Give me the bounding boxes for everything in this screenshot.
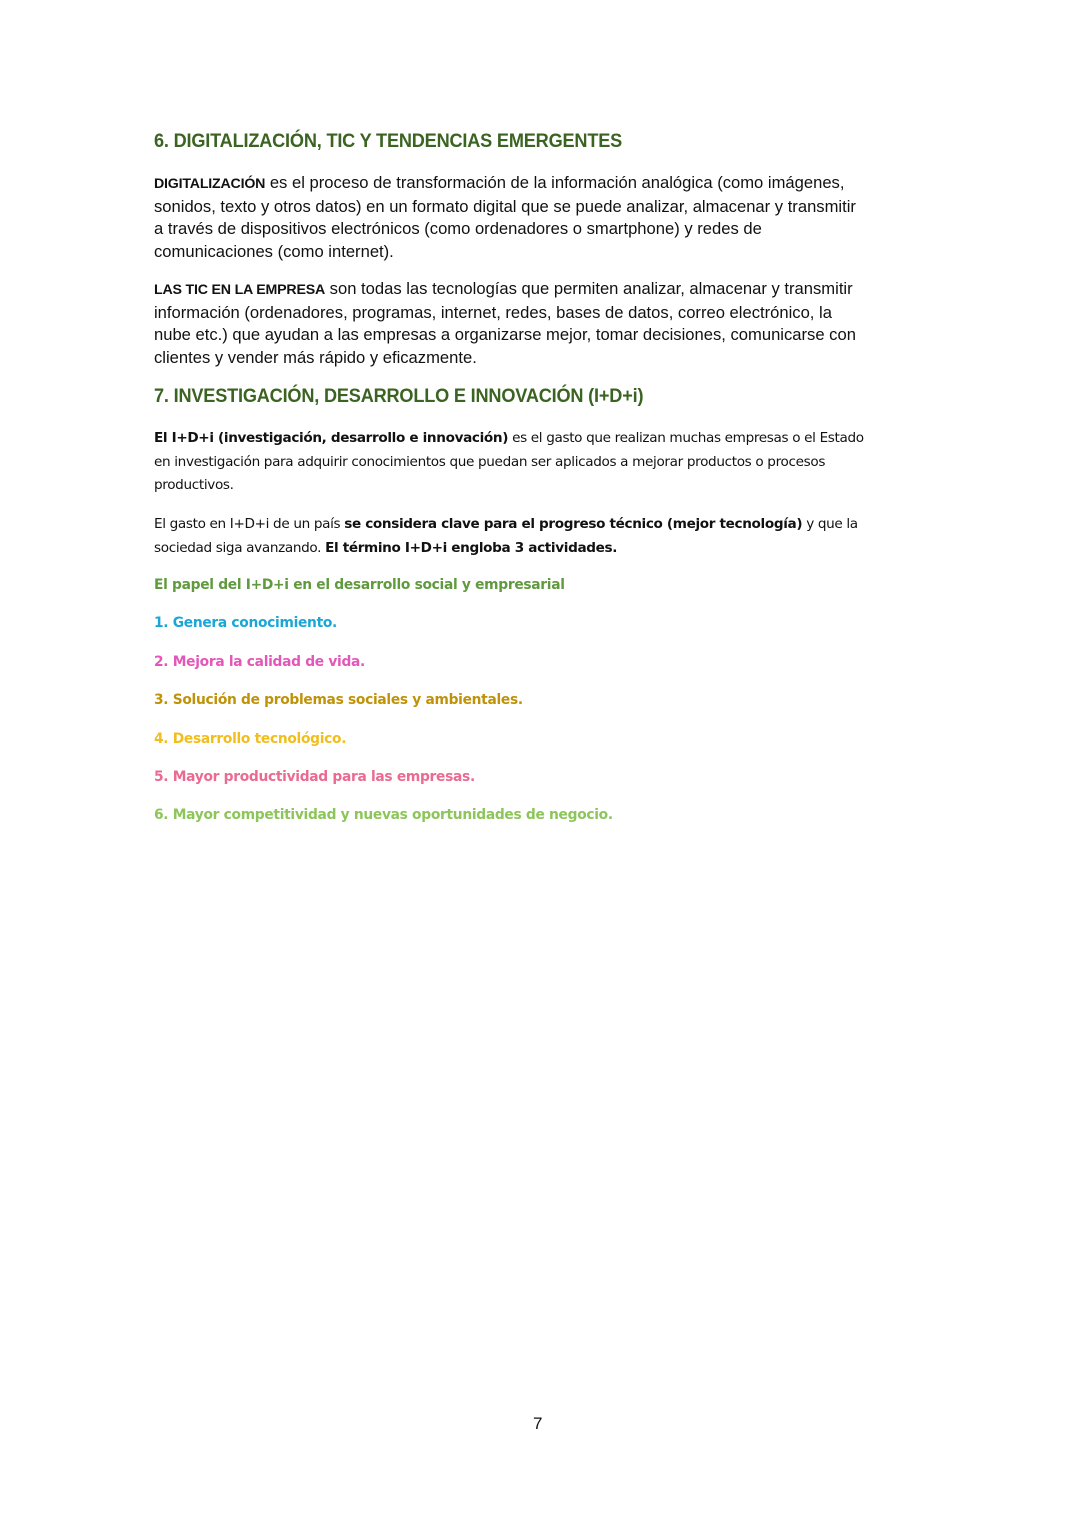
emphasis-actividades: El término I+D+i engloba 3 actividades. (325, 539, 618, 556)
list-item: 1. Genera conocimiento. (154, 615, 337, 631)
page-number: 7 (533, 1414, 543, 1433)
paragraph-line: información (ordenadores, programas, internet, redes, bases de datos, correo electrónico, la (154, 302, 832, 322)
digitalizacion-paragraph (154, 172, 934, 263)
idi-definition-paragraph (154, 427, 934, 498)
paragraph-line: comunicaciones (como internet). (154, 241, 394, 261)
paragraph-line: LAS TIC EN LA EMPRESA son todas las tecnologías que permiten analizar, almacenar y transmitir (154, 279, 853, 298)
term-idi: El I+D+i (investigación, desarrollo e innovación) (154, 430, 509, 446)
section-6-heading: 6. DIGITALIZACIÓN, TIC Y TENDENCIAS EMERGENTES (154, 130, 623, 152)
paragraph-line: nube etc.) que ayudan a las empresas a organizarse mejor, tomar decisiones, comunicarse con (154, 325, 856, 345)
list-item: 4. Desarrollo tecnológico. (154, 731, 347, 747)
list-item: 2. Mejora la calidad de vida. (154, 654, 365, 670)
paragraph-line: clientes y vender más rápido y eficazmente. (154, 347, 477, 367)
paragraph-line: sonidos, texto y otros datos) en un formato digital que se puede analizar, almacenar y transmitir (154, 196, 856, 216)
paragraph-line: a través de dispositivos electrónicos (como ordenadores o smartphone) y redes de (154, 219, 762, 239)
tic-paragraph (154, 278, 934, 369)
term-digitalizacion: DIGITALIZACIÓN (154, 176, 266, 192)
paragraph-line: productivos. (154, 477, 234, 494)
paragraph-line: DIGITALIZACIÓN es el proceso de transformación de la información analógica (como imágenes, (154, 173, 845, 192)
list-item: 5. Mayor productividad para las empresas. (154, 769, 475, 785)
idi-spending-paragraph (154, 513, 934, 560)
paragraph-line: El I+D+i (investigación, desarrollo e innovación) es el gasto que realizan muchas empresas o el Estado (154, 430, 864, 446)
section-7-heading: 7. INVESTIGACIÓN, DESARROLLO E INNOVACIÓN (I+D+i) (154, 385, 644, 407)
paragraph-line: sociedad siga avanzando. El término I+D+i engloba 3 actividades. (154, 539, 618, 556)
list-item: 6. Mayor competitividad y nuevas oportunidades de negocio. (154, 807, 613, 823)
list-item: 3. Solución de problemas sociales y ambientales. (154, 692, 523, 708)
idi-role-subheading: El papel del I+D+i en el desarrollo social y empresarial (154, 577, 565, 593)
paragraph-line: en investigación para adquirir conocimientos que puedan ser aplicados a mejorar productos o procesos (154, 453, 826, 470)
emphasis-progreso: se considera clave para el progreso técnico (mejor tecnología) (344, 516, 803, 532)
term-tic: LAS TIC EN LA EMPRESA (154, 282, 326, 298)
paragraph-line: El gasto en I+D+i de un país se considera clave para el progreso técnico (mejor tecnología) y que la (154, 516, 858, 532)
